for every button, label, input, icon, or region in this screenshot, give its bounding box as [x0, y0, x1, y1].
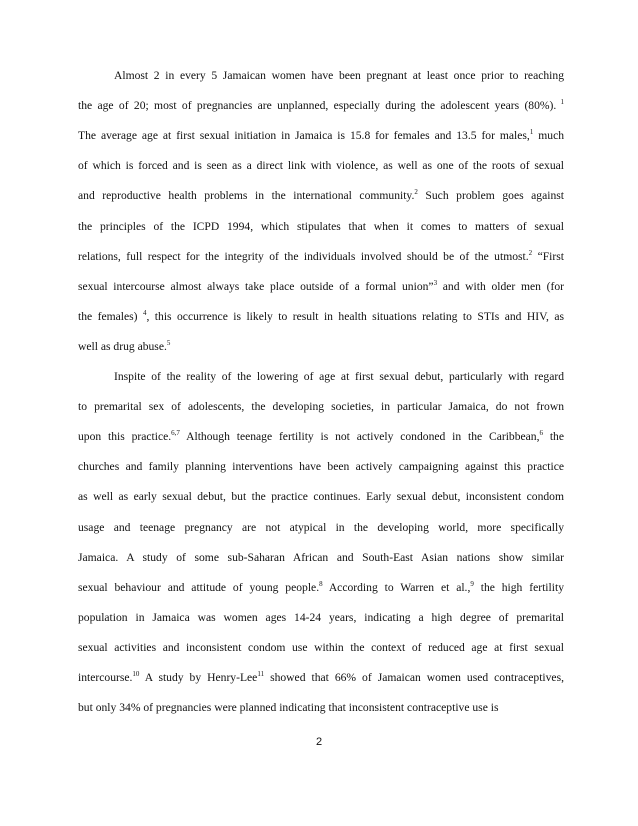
citation-superscript: 10 — [132, 670, 140, 678]
text-segment: and reproductive health problems in the international community. — [78, 189, 415, 203]
page-number: 2 — [315, 736, 323, 748]
text-segment: the females) — [78, 309, 143, 323]
text-line — [78, 220, 564, 236]
text-line — [78, 99, 564, 115]
text-segment: Such problem goes against — [417, 189, 564, 203]
text-segment: the age of 20; most of pregnancies are unplanned, especially during the adolescent years (80%). — [78, 99, 557, 113]
text-segment: and with older men (for — [437, 279, 564, 293]
text-line — [78, 250, 564, 266]
text-line — [78, 641, 564, 657]
text-line — [78, 521, 564, 537]
citation-superscript: 4 — [142, 308, 147, 317]
citation-superscript: 6,7 — [171, 429, 180, 438]
citation-superscript: 9 — [470, 579, 474, 588]
citation-superscript: 8 — [319, 579, 323, 588]
text-segment: but only 34% of pregnancies were planned indicating that inconsistent contraceptive use is — [78, 701, 499, 715]
text-segment: “First — [532, 249, 564, 263]
text-line — [78, 460, 564, 476]
text-line — [78, 671, 564, 687]
citation-superscript: 2 — [528, 248, 533, 257]
citation-superscript: 1 — [529, 128, 534, 137]
text-segment: Inspite of the reality of the lowering of age at first sexual debut, particularly with regard — [114, 370, 564, 383]
text-segment: Although teenage fertility is not actively condoned in the Caribbean, — [179, 430, 540, 444]
text-line — [78, 280, 564, 296]
text-segment: much — [533, 129, 565, 143]
text-segment: usage and teenage pregnancy are not atypical in the developing world, more specifically — [78, 520, 564, 534]
text-segment: well as drug abuse. — [78, 339, 167, 353]
text-line — [78, 581, 564, 597]
text-line — [78, 340, 564, 356]
text-segment: intercourse. — [78, 671, 133, 684]
text-segment: sexual intercourse almost always take place outside of a formal union” — [78, 279, 434, 293]
text-segment: as well as early sexual debut, but the practice continues. Early sexual debut, inconsistent condom — [78, 490, 564, 504]
text-segment: A study by Henry-Lee — [139, 671, 258, 684]
text-segment: Almost 2 in every 5 Jamaican women have been pregnant at least once prior to reaching — [114, 69, 564, 82]
text-line — [78, 159, 564, 175]
text-segment: sexual behaviour and attitude of young people. — [78, 580, 320, 594]
text-segment: sexual activities and inconsistent condom use within the context of reduced age at first sexual — [78, 640, 564, 654]
text-segment: Jamaica. A study of some sub-Saharan African and South-East Asian nations show similar — [78, 550, 564, 564]
citation-superscript: 5 — [166, 338, 171, 347]
citation-superscript: 2 — [414, 188, 418, 197]
text-segment: upon this practice. — [78, 430, 172, 444]
text-segment: The average age at first sexual initiation in Jamaica is 15.8 for females and 13.5 for males, — [78, 129, 530, 143]
text-segment: relations, full respect for the integrity of the individuals involved should be of the utmost. — [78, 249, 529, 263]
text-segment: the principles of the ICPD 1994, which stipulates that when it comes to matters of sexual — [78, 219, 564, 233]
text-segment: to premarital sex of adolescents, the developing societies, in particular Jamaica, do not frown — [78, 400, 564, 414]
text-segment: According to Warren et al., — [322, 580, 471, 594]
text-line — [78, 430, 564, 446]
text-segment: the high fertility — [473, 580, 564, 594]
text-line — [78, 370, 564, 386]
text-segment: population in Jamaica was women ages 14-24 years, indicating a high degree of premarital — [78, 610, 564, 624]
text-line — [78, 69, 564, 85]
text-line — [78, 701, 564, 717]
text-line — [78, 551, 564, 567]
citation-superscript: 1 — [556, 98, 565, 107]
text-segment: showed that 66% of Jamaican women used contraceptives, — [264, 671, 564, 684]
text-segment: churches and family planning interventions have been actively campaigning against this practice — [78, 460, 564, 474]
text-line — [78, 189, 564, 205]
text-line — [78, 611, 564, 627]
text-line — [78, 310, 564, 326]
text-line — [78, 129, 564, 145]
text-segment: , this occurrence is likely to result in health situations relating to STIs and HIV, as — [146, 309, 565, 323]
citation-superscript: 3 — [433, 278, 438, 287]
citation-superscript: 11 — [257, 670, 265, 678]
citation-superscript: 6 — [539, 429, 544, 438]
text-line — [78, 400, 564, 416]
text-line — [78, 490, 564, 506]
text-segment: of which is forced and is seen as a direct link with violence, as well as one of the roots of sexual — [78, 159, 564, 173]
text-segment: the — [543, 430, 565, 444]
